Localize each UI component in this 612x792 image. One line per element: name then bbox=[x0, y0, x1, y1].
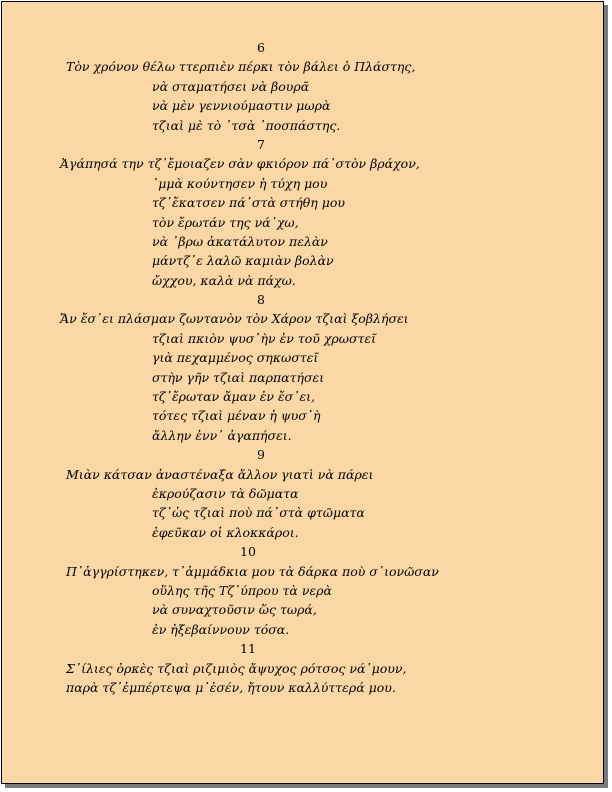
poem-body bbox=[2, 38, 603, 697]
poem-line: νὰ μὲν γεννιούμαστιν μωρὰ bbox=[152, 98, 331, 114]
stanza-number: 8 bbox=[257, 292, 265, 308]
poem-line: Ἀγάπησά την τζ᾿ἔμοιαζεν σὰν φκιόρον πά᾿στὸν βράχον, bbox=[60, 156, 420, 172]
poem-line: τζιαὶ πκιὸν ψυσ᾿ὴν ἐν τοῦ χρωστεῖ bbox=[152, 330, 377, 346]
poem-line: νὰ σταματήσει νὰ βουρᾶ bbox=[152, 78, 310, 94]
stanza-number: 7 bbox=[257, 136, 265, 152]
poem-line: νὰ ᾿βρω ἀκατάλυτον πελὰν bbox=[152, 233, 328, 249]
stanza-number: 11 bbox=[240, 641, 256, 657]
poem-line: Μιὰν κάτσαν ἀναστέναξα ἄλλον γιατὶ νὰ πάρει bbox=[66, 466, 374, 482]
poem-line: Σ᾿ίλιες ὀρκὲς τζιαὶ ριζιμιὸς ἄψυχος ρότσος νά᾿μουν, bbox=[66, 660, 407, 676]
poem-line: ᾿μμὰ κούντησεν ἡ τύχη μου bbox=[152, 175, 328, 191]
poem-line: τζ᾿ἔρωταν ἄμαν ἐν ἔσ᾿ει, bbox=[152, 389, 316, 405]
poem-line: Π᾿ἀγγρίστηκεν, τ᾿ἀμμάδκια μου τὰ δάρκα ποὺ σ᾿ιονῶσαν bbox=[66, 563, 439, 579]
poem-line: Ἄν ἔσ᾿ει πλάσμαν ζωντανὸν τὸν Χάρον τζιαὶ ξοβλήσει bbox=[60, 311, 409, 327]
poem-line: μάντζ᾿ε λαλῶ καμιὰν βολὰν bbox=[152, 253, 334, 269]
stanza-number: 9 bbox=[257, 447, 265, 463]
poem-line: τζ᾿ὡς τζιαὶ ποὺ πά᾿στὰ φτῶματα bbox=[152, 505, 365, 521]
poem-line: Τὸν χρόνον θέλω ττερπιὲν πέρκι τὸν βάλει ὁ Πλάστης, bbox=[66, 59, 416, 75]
poem-line: τότες τζιαὶ μέναν ἡ ψυσ᾿ὴ bbox=[152, 408, 321, 424]
stanza-number: 6 bbox=[257, 40, 265, 55]
stanza-number: 10 bbox=[240, 544, 256, 560]
poem-line: οὕλης τῆς Τζ᾿ύπρου τὰ νερὰ bbox=[152, 582, 332, 598]
poem-line: τὸν ἔρωτάν της νά᾿χω, bbox=[152, 214, 299, 230]
poem-line: στὴν γῆν τζιαὶ παρπατήσει bbox=[152, 369, 325, 385]
poem-line: ἐκρούζασιν τὰ δῶματα bbox=[152, 485, 299, 501]
poem-line: τζιαὶ μὲ τὸ ᾿τσὰ ᾿ποσπάστης. bbox=[152, 117, 341, 133]
poem-line: ἄλλην ἐνν᾿ ἀγαπήσει. bbox=[152, 427, 292, 443]
document-page bbox=[1, 1, 604, 784]
poem-line: ἐν ἠξεβαίννουν τόσα. bbox=[152, 621, 290, 637]
poem-line: παρὰ τζ᾿ἐμπέρτεψα μ᾿ἐσέν, ἤτουν καλλύττερά μου. bbox=[66, 679, 396, 695]
poem-line: νὰ συναχτοῦσιν ὥς τωρά, bbox=[152, 602, 317, 618]
poem-line: γιὰ πεχαμμένος σηκωστεῖ bbox=[152, 350, 319, 366]
poem-line: τζ᾿ἔκατσεν πά᾿στὰ στήθη μου bbox=[152, 195, 345, 211]
poem-line: ὤχχου, καλὰ νὰ πάχω. bbox=[152, 272, 296, 288]
poem-line: ἐφεῦκαν οἱ κλοκκάροι. bbox=[152, 524, 299, 540]
